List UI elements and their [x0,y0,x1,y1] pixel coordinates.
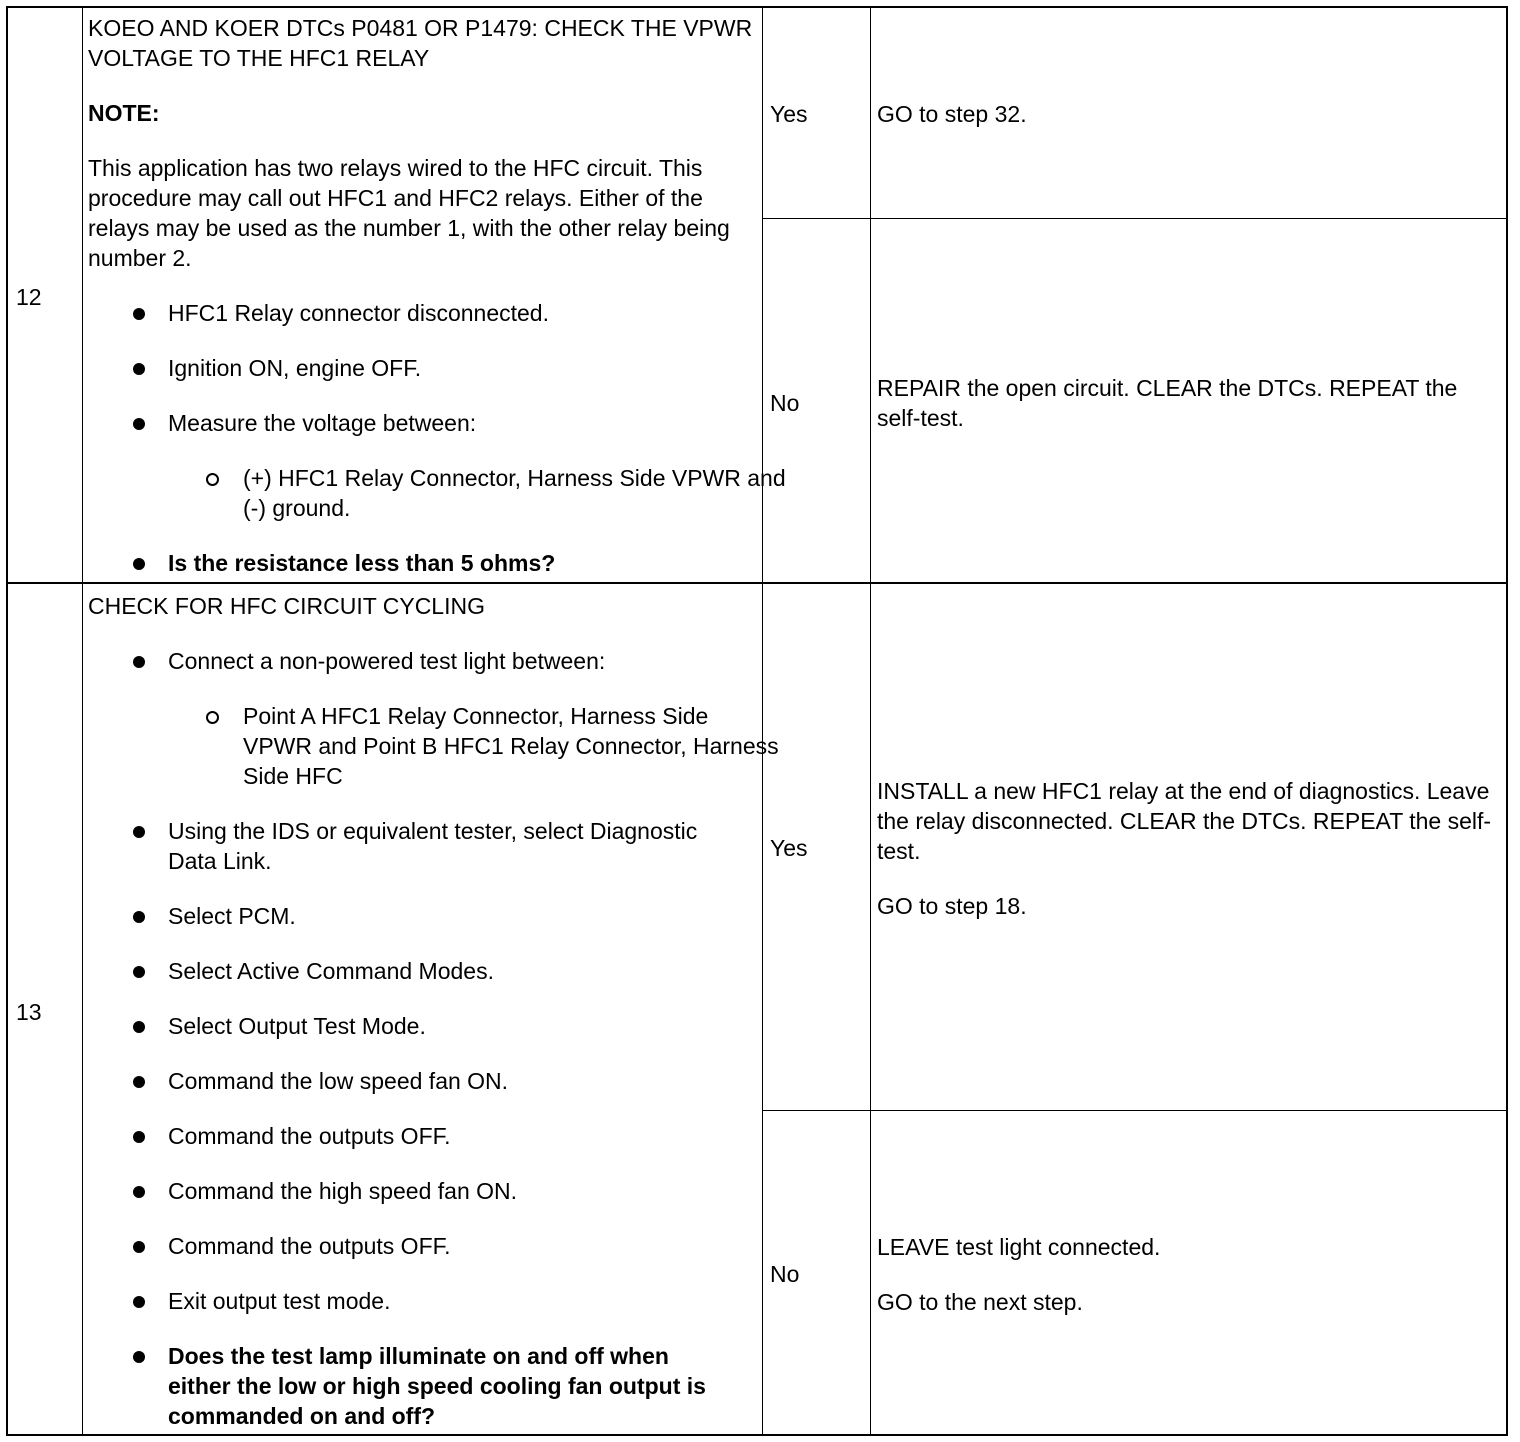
diagnostic-table [6,6,1508,1436]
no-action: REPAIR the open circuit. CLEAR the DTCs. REPEAT the self-test. [877,375,1458,431]
no-action [877,1232,1492,1317]
step-number: 13 [16,999,42,1025]
bullet-item: Command the high speed fan ON. [88,1176,768,1206]
bullet-item: Measure the voltage between: [88,408,768,438]
bullet-item: Exit output test mode. [88,1286,768,1316]
step-title: CHECK FOR HFC CIRCUIT CYCLING [88,593,485,619]
yes-label: Yes [770,835,808,861]
bullet-item: Command the outputs OFF. [88,1231,768,1261]
yes-action [877,776,1492,921]
bullet-item: Command the outputs OFF. [88,1121,768,1151]
sub-bullet-item: Point A HFC1 Relay Connector, Harness Side VPWR and Point B HFC1 Relay Connector, Harness Side HFC [88,701,783,791]
bullet-item: Ignition ON, engine OFF. [88,353,768,383]
bullet-item: Select Output Test Mode. [88,1011,768,1041]
result-divider [763,1110,1506,1111]
step-13-body [88,591,779,1431]
step-12-body [88,13,786,578]
yes-action: GO to step 32. [877,101,1027,127]
no-action-line: LEAVE test light connected. [877,1234,1161,1260]
step-title: KOEO AND KOER DTCs P0481 OR P1479: CHECK THE VPWR VOLTAGE TO THE HFC1 RELAY [88,15,753,71]
yes-action-line: INSTALL a new HFC1 relay at the end of diagnostics. Leave the relay disconnected. CLEAR the DTCs. REPEAT the self-test. [877,778,1492,864]
bullet-item: Command the low speed fan ON. [88,1066,768,1096]
step-number: 12 [16,284,42,310]
sub-bullet-item: (+) HFC1 Relay Connector, Harness Side VPWR and (-) ground. [88,463,803,523]
bullet-item: Connect a non-powered test light between: [88,646,768,676]
no-label: No [770,1261,800,1287]
note-label: NOTE: [88,100,160,126]
bullet-item: HFC1 Relay connector disconnected. [88,298,768,328]
test-question: Is the resistance less than 5 ohms? [88,548,768,578]
no-label: No [770,390,800,416]
yes-label: Yes [770,101,808,127]
result-divider [763,218,1506,219]
column-divider [870,8,871,1434]
bullet-item: Select Active Command Modes. [88,956,768,986]
bullet-item: Select PCM. [88,901,768,931]
note-text: This application has two relays wired to the HFC circuit. This procedure may call out HFC1 and HFC2 relays. Either of the relays may be used as the number 1, with the other relay being number 2. [88,155,730,271]
no-action-line: GO to the next step. [877,1289,1083,1315]
test-question: Does the test lamp illuminate on and off when either the low or high speed cooling fan output is commanded on and off? [88,1341,728,1431]
yes-action-line: GO to step 18. [877,893,1027,919]
row-divider [8,582,1506,584]
column-divider [82,8,83,1434]
bullet-item: Using the IDS or equivalent tester, select Diagnostic Data Link. [88,816,708,876]
